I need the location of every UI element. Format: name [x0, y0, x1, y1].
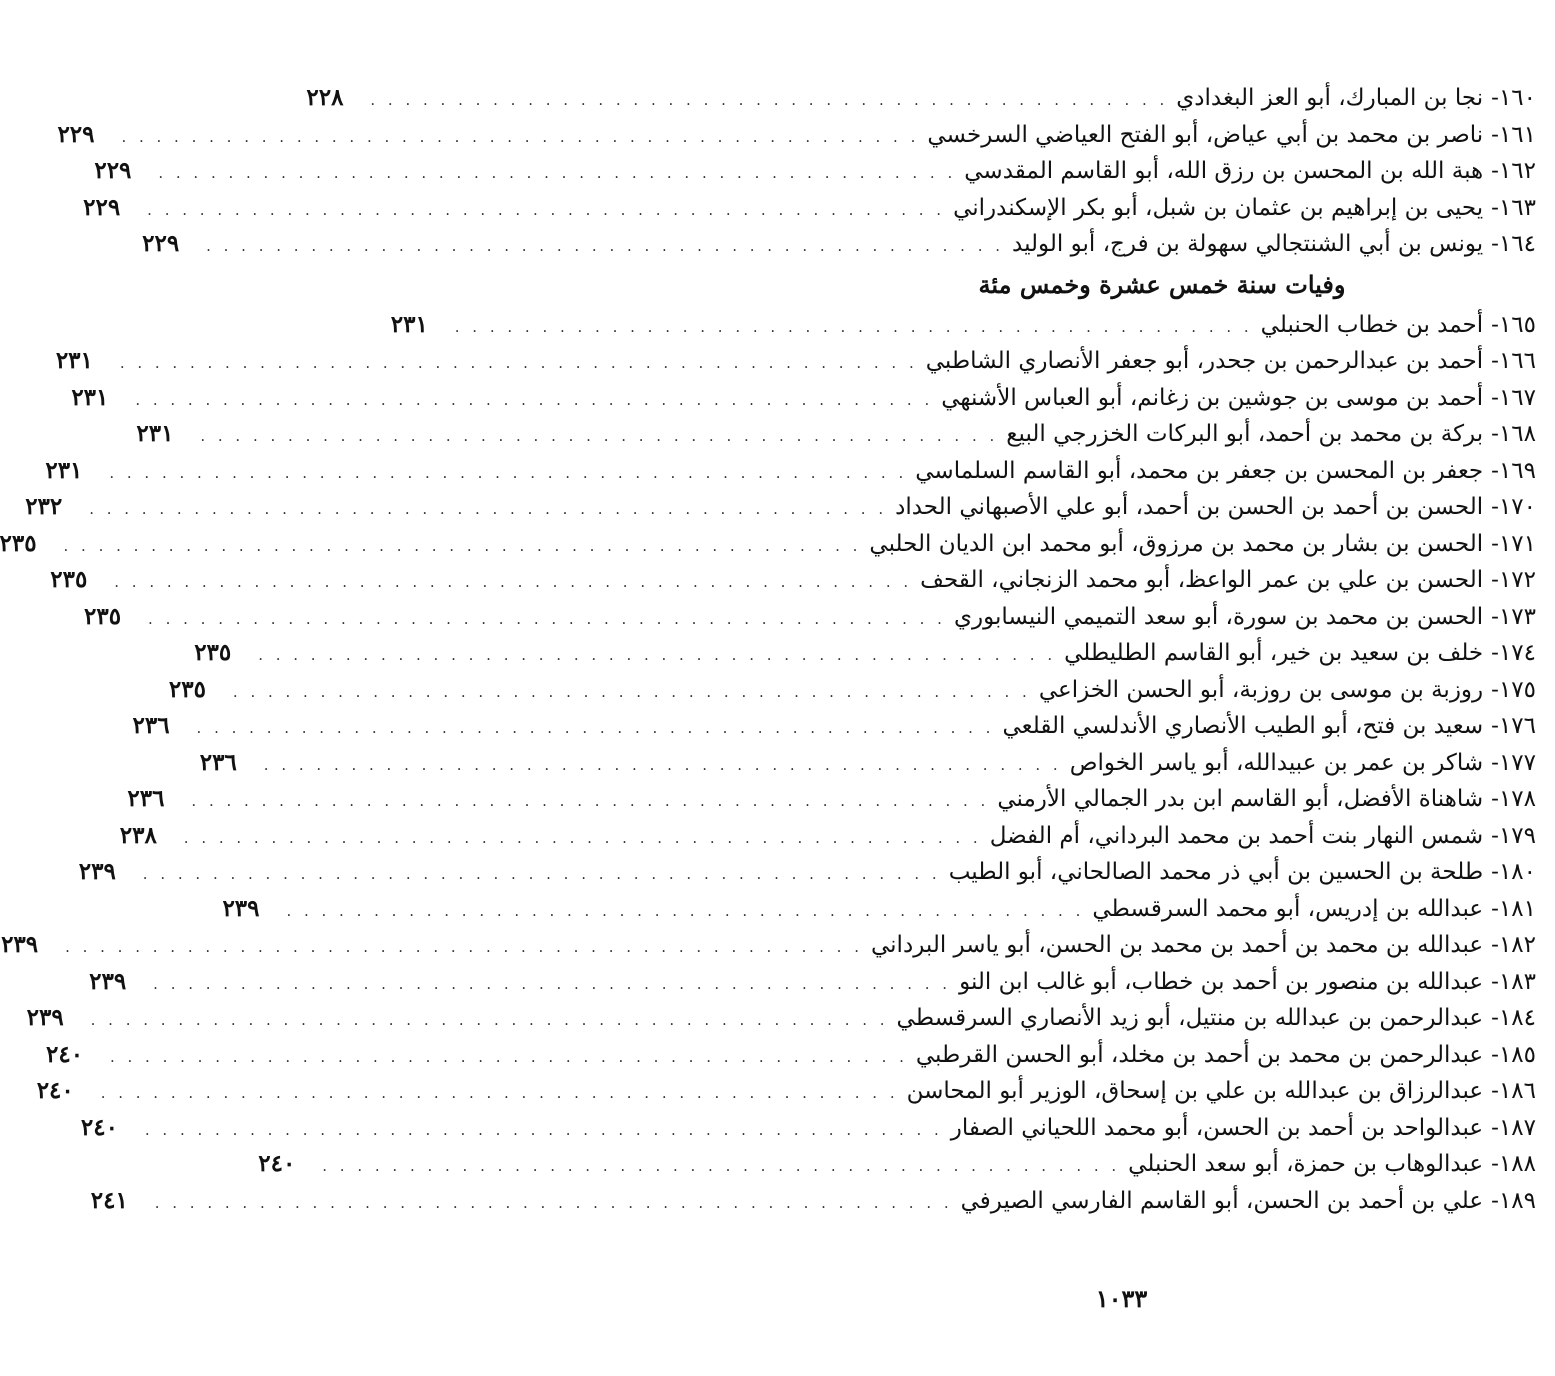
entry-number: ١٦٤-	[1491, 231, 1536, 257]
entry-number: ١٨٠-	[1491, 859, 1536, 885]
entry-page-number: ٢٢٩	[83, 193, 121, 221]
toc-entry	[168, 672, 1536, 709]
entry-number: ١٧٣-	[1491, 603, 1536, 630]
entry-title: نجا بن المبارك، أبو العز البغدادي	[1176, 85, 1484, 111]
toc-entry	[83, 190, 1536, 227]
entry-page-number: ٢٢٨	[306, 84, 344, 111]
entry-page-number: ٢٣٥	[194, 639, 232, 666]
entry-page-number: ٢٤٠	[45, 1040, 84, 1068]
entry-title: أحمد بن موسى بن جوشين بن زغانم، أبو العباس الأشنهي	[941, 384, 1484, 411]
entry-title: شاهناة الأفضل، أبو القاسم ابن بدر الجمالي الأرمني	[997, 786, 1484, 812]
entry-page-number: ٢٢٩	[57, 120, 95, 148]
entry-title: سعيد بن فتح، أبو الطيب الأنصاري الأندلسي القلعي	[1002, 713, 1484, 739]
entry-title: هبة الله بن المحسن بن رزق الله، أبو القاسم المقدسي	[964, 158, 1484, 184]
page-number-footer: ١٠٣٣	[1095, 1284, 1148, 1313]
toc-entry	[94, 153, 1536, 190]
entry-title: عبدالوهاب بن حمزة، أبو سعد الحنبلي	[1128, 1151, 1484, 1177]
entry-number: ١٨٨-	[1491, 1151, 1536, 1177]
toc-entry	[45, 1037, 1536, 1074]
dot-leader: . . . . . . . . . . . . . . . . . . . . . . . . . . . . . . . . . . . . . . . . . . . . . .	[142, 865, 941, 883]
entry-number: ١٨١-	[1491, 895, 1536, 922]
entry-page-number: ٢٣٦	[132, 712, 170, 739]
toc-entry	[71, 380, 1536, 417]
entry-title: علي بن أحمد بن الحسن، أبو القاسم الفارسي الصيرفي	[960, 1187, 1484, 1214]
entry-title: بركة بن محمد بن أحمد، أبو البركات الخزرجي البيع	[1006, 421, 1484, 447]
entry-page-number: ٢٤٠	[80, 1113, 118, 1141]
toc-entry	[25, 489, 1536, 526]
toc-entry	[136, 416, 1536, 453]
entry-number: ١٧١-	[1491, 530, 1536, 557]
entry-title: يحيى بن إبراهيم بن عثمان بن شبل، أبو بكر الإسكندراني	[953, 194, 1484, 221]
dot-leader: . . . . . . . . . . . . . . . . . . . . . . . . . . . . . . . . . . . . . . . . . . . . . .	[89, 500, 888, 518]
toc-entries-group	[0, 307, 1536, 1220]
entry-number: ١٦٩-	[1491, 457, 1536, 484]
entry-title: عبدالرحمن بن عبدالله بن منتيل، أبو زيد الأنصاري السرقسطي	[896, 1005, 1484, 1031]
entry-title: الحسن بن بشار بن محمد بن مرزوق، أبو محمد ابن الديان الحلبي	[869, 530, 1484, 557]
entry-number: ١٦٧-	[1491, 384, 1536, 411]
toc-entry	[390, 307, 1536, 344]
entry-number: ١٨٢-	[1491, 932, 1536, 958]
entry-title: شمس النهار بنت أحمد بن محمد البرداني، أم الفضل	[989, 822, 1484, 849]
entry-title: طلحة بن الحسين بن أبي ذر محمد الصالحاني، أبو الطيب	[948, 859, 1484, 885]
entry-title: أحمد بن خطاب الحنبلي	[1260, 311, 1484, 338]
dot-leader: . . . . . . . . . . . . . . . . . . . . . . . . . . . . . . . . . . . . . . . . . . . . . .	[158, 164, 957, 182]
toc-entry	[84, 599, 1536, 636]
entry-title: يونس بن أبي الشنتجالي سهولة بن فرج، أبو الوليد	[1012, 231, 1484, 257]
entry-title: الحسن بن علي بن عمر الواعظ، أبو محمد الزنجاني، القحف	[920, 567, 1484, 593]
dot-leader: . . . . . . . . . . . . . . . . . . . . . . . . . . . . . . . . . . . . . . . . . . . . . .	[109, 463, 908, 482]
toc-entry	[132, 708, 1536, 745]
toc-entry	[306, 80, 1536, 117]
section-heading: وفيات سنة خمس عشرة وخمس مئة	[978, 269, 1346, 299]
dot-leader: . . . . . . . . . . . . . . . . . . . . . . . . . . . . . . . . . . . . . . . . . . . . . .	[286, 901, 1085, 920]
toc-entry	[78, 854, 1536, 891]
entry-page-number: ٢٣٩	[222, 894, 260, 922]
dot-leader: . . . . . . . . . . . . . . . . . . . . . . . . . . . . . . . . . . . . . . . . . . . . . .	[232, 682, 1031, 701]
entry-title: الحسن بن محمد بن سورة، أبو سعد التميمي النيسابوري	[953, 603, 1484, 630]
dot-leader: . . . . . . . . . . . . . . . . . . . . . . . . . . . . . . . . . . . . . . . . . . . . . .	[109, 1047, 908, 1066]
entry-number: ١٦١-	[1491, 121, 1536, 148]
entry-page-number: ٢٣٥	[84, 602, 122, 630]
dot-leader: . . . . . . . . . . . . . . . . . . . . . . . . . . . . . . . . . . . . . . . . . . . . . .	[154, 1193, 953, 1212]
dot-leader: . . . . . . . . . . . . . . . . . . . . . . . . . . . . . . . . . . . . . . . . . . . . . .	[258, 646, 1057, 664]
entry-page-number: ٢٣٩	[1, 931, 39, 958]
entry-title: الحسن بن أحمد بن الحسن بن أحمد، أبو علي الأصبهاني الحداد	[895, 494, 1484, 520]
entry-page-number: ٢٣٢	[25, 493, 63, 520]
toc-entry	[258, 1146, 1536, 1183]
entry-number: ١٨٤-	[1491, 1005, 1536, 1031]
dot-leader: . . . . . . . . . . . . . . . . . . . . . . . . . . . . . . . . . . . . . . . . . . . . . .	[200, 427, 999, 445]
toc-entry	[199, 745, 1536, 782]
entry-number: ١٧٧-	[1491, 749, 1536, 776]
entry-page-number: ٢٣٩	[78, 858, 116, 885]
entry-number: ١٨٦-	[1491, 1078, 1536, 1104]
dot-leader: . . . . . . . . . . . . . . . . . . . . . . . . . . . . . . . . . . . . . . . . . . . . . .	[121, 127, 920, 146]
dot-leader: . . . . . . . . . . . . . . . . . . . . . . . . . . . . . . . . . . . . . . . . . . . . . .	[148, 609, 946, 628]
entry-title: أحمد بن عبدالرحمن بن جحدر، أبو جعفر الأنصاري الشاطبي	[925, 348, 1484, 374]
dot-leader: . . . . . . . . . . . . . . . . . . . . . . . . . . . . . . . . . . . . . . . . . . . . . .	[370, 91, 1169, 109]
entry-page-number: ٢٢٩	[94, 157, 132, 184]
entry-number: ١٧٤-	[1491, 640, 1536, 666]
entry-title: عبدالله بن منصور بن أحمد بن خطاب، أبو غالب ابن النو	[959, 968, 1484, 995]
toc-entry	[80, 1110, 1536, 1147]
entry-title: عبدالله بن إدريس، أبو محمد السرقسطي	[1092, 895, 1484, 922]
entry-number: ١٧٢-	[1491, 567, 1536, 593]
toc-entry	[127, 781, 1536, 818]
entry-number: ١٨٩-	[1491, 1187, 1536, 1214]
entry-page-number: ٢٣١	[136, 420, 174, 447]
toc-entry	[0, 526, 1536, 563]
toc-entry	[45, 453, 1536, 490]
entry-number: ١٦٨-	[1491, 421, 1536, 447]
dot-leader: . . . . . . . . . . . . . . . . . . . . . . . . . . . . . . . . . . . . . . . . . . . . . .	[263, 755, 1062, 774]
dot-leader: . . . . . . . . . . . . . . . . . . . . . . . . . . . . . . . . . . . . . . . . . . . . . .	[65, 938, 863, 956]
entry-number: ١٧٩-	[1491, 822, 1536, 849]
entry-page-number: ٢٣٥	[168, 675, 206, 703]
entry-page-number: ٢٣٥	[0, 529, 37, 557]
entry-title: خلف بن سعيد بن خير، أبو القاسم الطليطلي	[1064, 640, 1484, 666]
dot-leader: . . . . . . . . . . . . . . . . . . . . . . . . . . . . . . . . . . . . . . . . . . . . . .	[196, 719, 995, 737]
entry-page-number: ٢٣٥	[50, 566, 88, 593]
toc-entry	[194, 635, 1536, 672]
entry-title: ناصر بن محمد بن أبي عياض، أبو الفتح العياضي السرخسي	[927, 121, 1484, 148]
dot-leader: . . . . . . . . . . . . . . . . . . . . . . . . . . . . . . . . . . . . . . . . . . . . . .	[144, 1120, 943, 1139]
dot-leader: . . . . . . . . . . . . . . . . . . . . . . . . . . . . . . . . . . . . . . . . . . . . . .	[90, 1011, 889, 1029]
entry-number: ١٧٨-	[1491, 786, 1536, 812]
toc-entry	[55, 343, 1536, 380]
entry-page-number: ٢٣٨	[119, 821, 157, 849]
toc-entries-group	[57, 80, 1536, 263]
entry-title: عبدالواحد بن أحمد بن الحسن، أبو محمد اللحياني الصفار	[950, 1114, 1484, 1141]
dot-leader: . . . . . . . . . . . . . . . . . . . . . . . . . . . . . . . . . . . . . . . . . . . . . .	[147, 200, 946, 219]
toc-entry	[89, 964, 1536, 1001]
toc-entry	[222, 891, 1536, 928]
entry-page-number: ٢٣١	[55, 347, 93, 374]
dot-leader: . . . . . . . . . . . . . . . . . . . . . . . . . . . . . . . . . . . . . . . . . . . . . .	[206, 237, 1005, 255]
entry-title: عبدالرزاق بن عبدالله بن علي بن إسحاق، الوزير أبو المحاسن	[906, 1078, 1484, 1104]
toc-entry	[57, 117, 1536, 154]
entry-number: ١٧٦-	[1491, 713, 1536, 739]
entry-page-number: ٢٣٩	[89, 967, 127, 995]
entry-number: ١٨٥-	[1491, 1041, 1536, 1068]
entry-page-number: ٢٤٠	[258, 1150, 296, 1177]
dot-leader: . . . . . . . . . . . . . . . . . . . . . . . . . . . . . . . . . . . . . . . . . . . . . .	[153, 974, 952, 993]
toc-entry	[26, 1000, 1536, 1037]
entry-title: جعفر بن المحسن بن جعفر بن محمد، أبو القاسم السلماسي	[915, 457, 1484, 484]
entry-page-number: ٢٣٦	[127, 785, 165, 812]
entry-number: ١٨٧-	[1491, 1114, 1536, 1141]
dot-leader: . . . . . . . . . . . . . . . . . . . . . . . . . . . . . . . . . . . . . . . . . . . . . .	[63, 536, 862, 555]
entry-title: عبدالرحمن بن محمد بن أحمد بن مخلد، أبو الحسن القرطبي	[915, 1041, 1484, 1068]
entry-number: ١٨٣-	[1491, 968, 1536, 995]
entry-title: روزبة بن موسى بن روزبة، أبو الحسن الخزاعي	[1038, 676, 1484, 703]
entry-title: عبدالله بن محمد بن أحمد بن محمد بن الحسن، أبو ياسر البرداني	[870, 932, 1484, 958]
dot-leader: . . . . . . . . . . . . . . . . . . . . . . . . . . . . . . . . . . . . . . . . . . . . . .	[183, 828, 982, 847]
entry-page-number: ٢٣١	[71, 383, 109, 411]
toc-entry	[50, 562, 1536, 599]
toc-entry	[36, 1073, 1536, 1110]
dot-leader: . . . . . . . . . . . . . . . . . . . . . . . . . . . . . . . . . . . . . . . . . . . . . .	[100, 1084, 899, 1102]
entry-page-number: ٢٣٩	[26, 1004, 64, 1031]
toc-entry	[90, 1183, 1536, 1220]
entry-number: ١٦٠-	[1491, 85, 1536, 111]
entry-page-number: ٢٤١	[90, 1186, 128, 1214]
toc-entry	[1, 927, 1536, 964]
entry-number: ١٦٣-	[1491, 194, 1536, 221]
entry-number: ١٦٢-	[1491, 158, 1536, 184]
entry-page-number: ٢٤٠	[36, 1077, 74, 1104]
dot-leader: . . . . . . . . . . . . . . . . . . . . . . . . . . . . . . . . . . . . . . . . . . . . . .	[191, 792, 990, 810]
toc-entry	[119, 818, 1536, 855]
dot-leader: . . . . . . . . . . . . . . . . . . . . . . . . . . . . . . . . . . . . . . . . . . . . . .	[454, 317, 1253, 336]
table-of-contents	[0, 80, 1536, 1219]
entry-number: ١٦٦-	[1491, 348, 1536, 374]
entry-number: ١٧٠-	[1491, 494, 1536, 520]
entry-page-number: ٢٢٩	[142, 230, 180, 257]
entry-number: ١٧٥-	[1491, 676, 1536, 703]
dot-leader: . . . . . . . . . . . . . . . . . . . . . . . . . . . . . . . . . . . . . . . . . . . . . .	[119, 354, 918, 372]
entry-page-number: ٢٣١	[45, 456, 83, 484]
dot-leader: . . . . . . . . . . . . . . . . . . . . . . . . . . . . . . . . . . . . . . . . . . . . . .	[135, 390, 934, 409]
dot-leader: . . . . . . . . . . . . . . . . . . . . . . . . . . . . . . . . . . . . . . . . . . . . . .	[322, 1157, 1121, 1175]
entry-page-number: ٢٣١	[390, 310, 428, 338]
entry-number: ١٦٥-	[1491, 311, 1536, 338]
toc-entry	[142, 226, 1536, 263]
entry-page-number: ٢٣٦	[199, 748, 237, 776]
dot-leader: . . . . . . . . . . . . . . . . . . . . . . . . . . . . . . . . . . . . . . . . . . . . . .	[114, 573, 913, 591]
entry-title: شاكر بن عمر بن عبيدالله، أبو ياسر الخواص	[1069, 749, 1484, 776]
